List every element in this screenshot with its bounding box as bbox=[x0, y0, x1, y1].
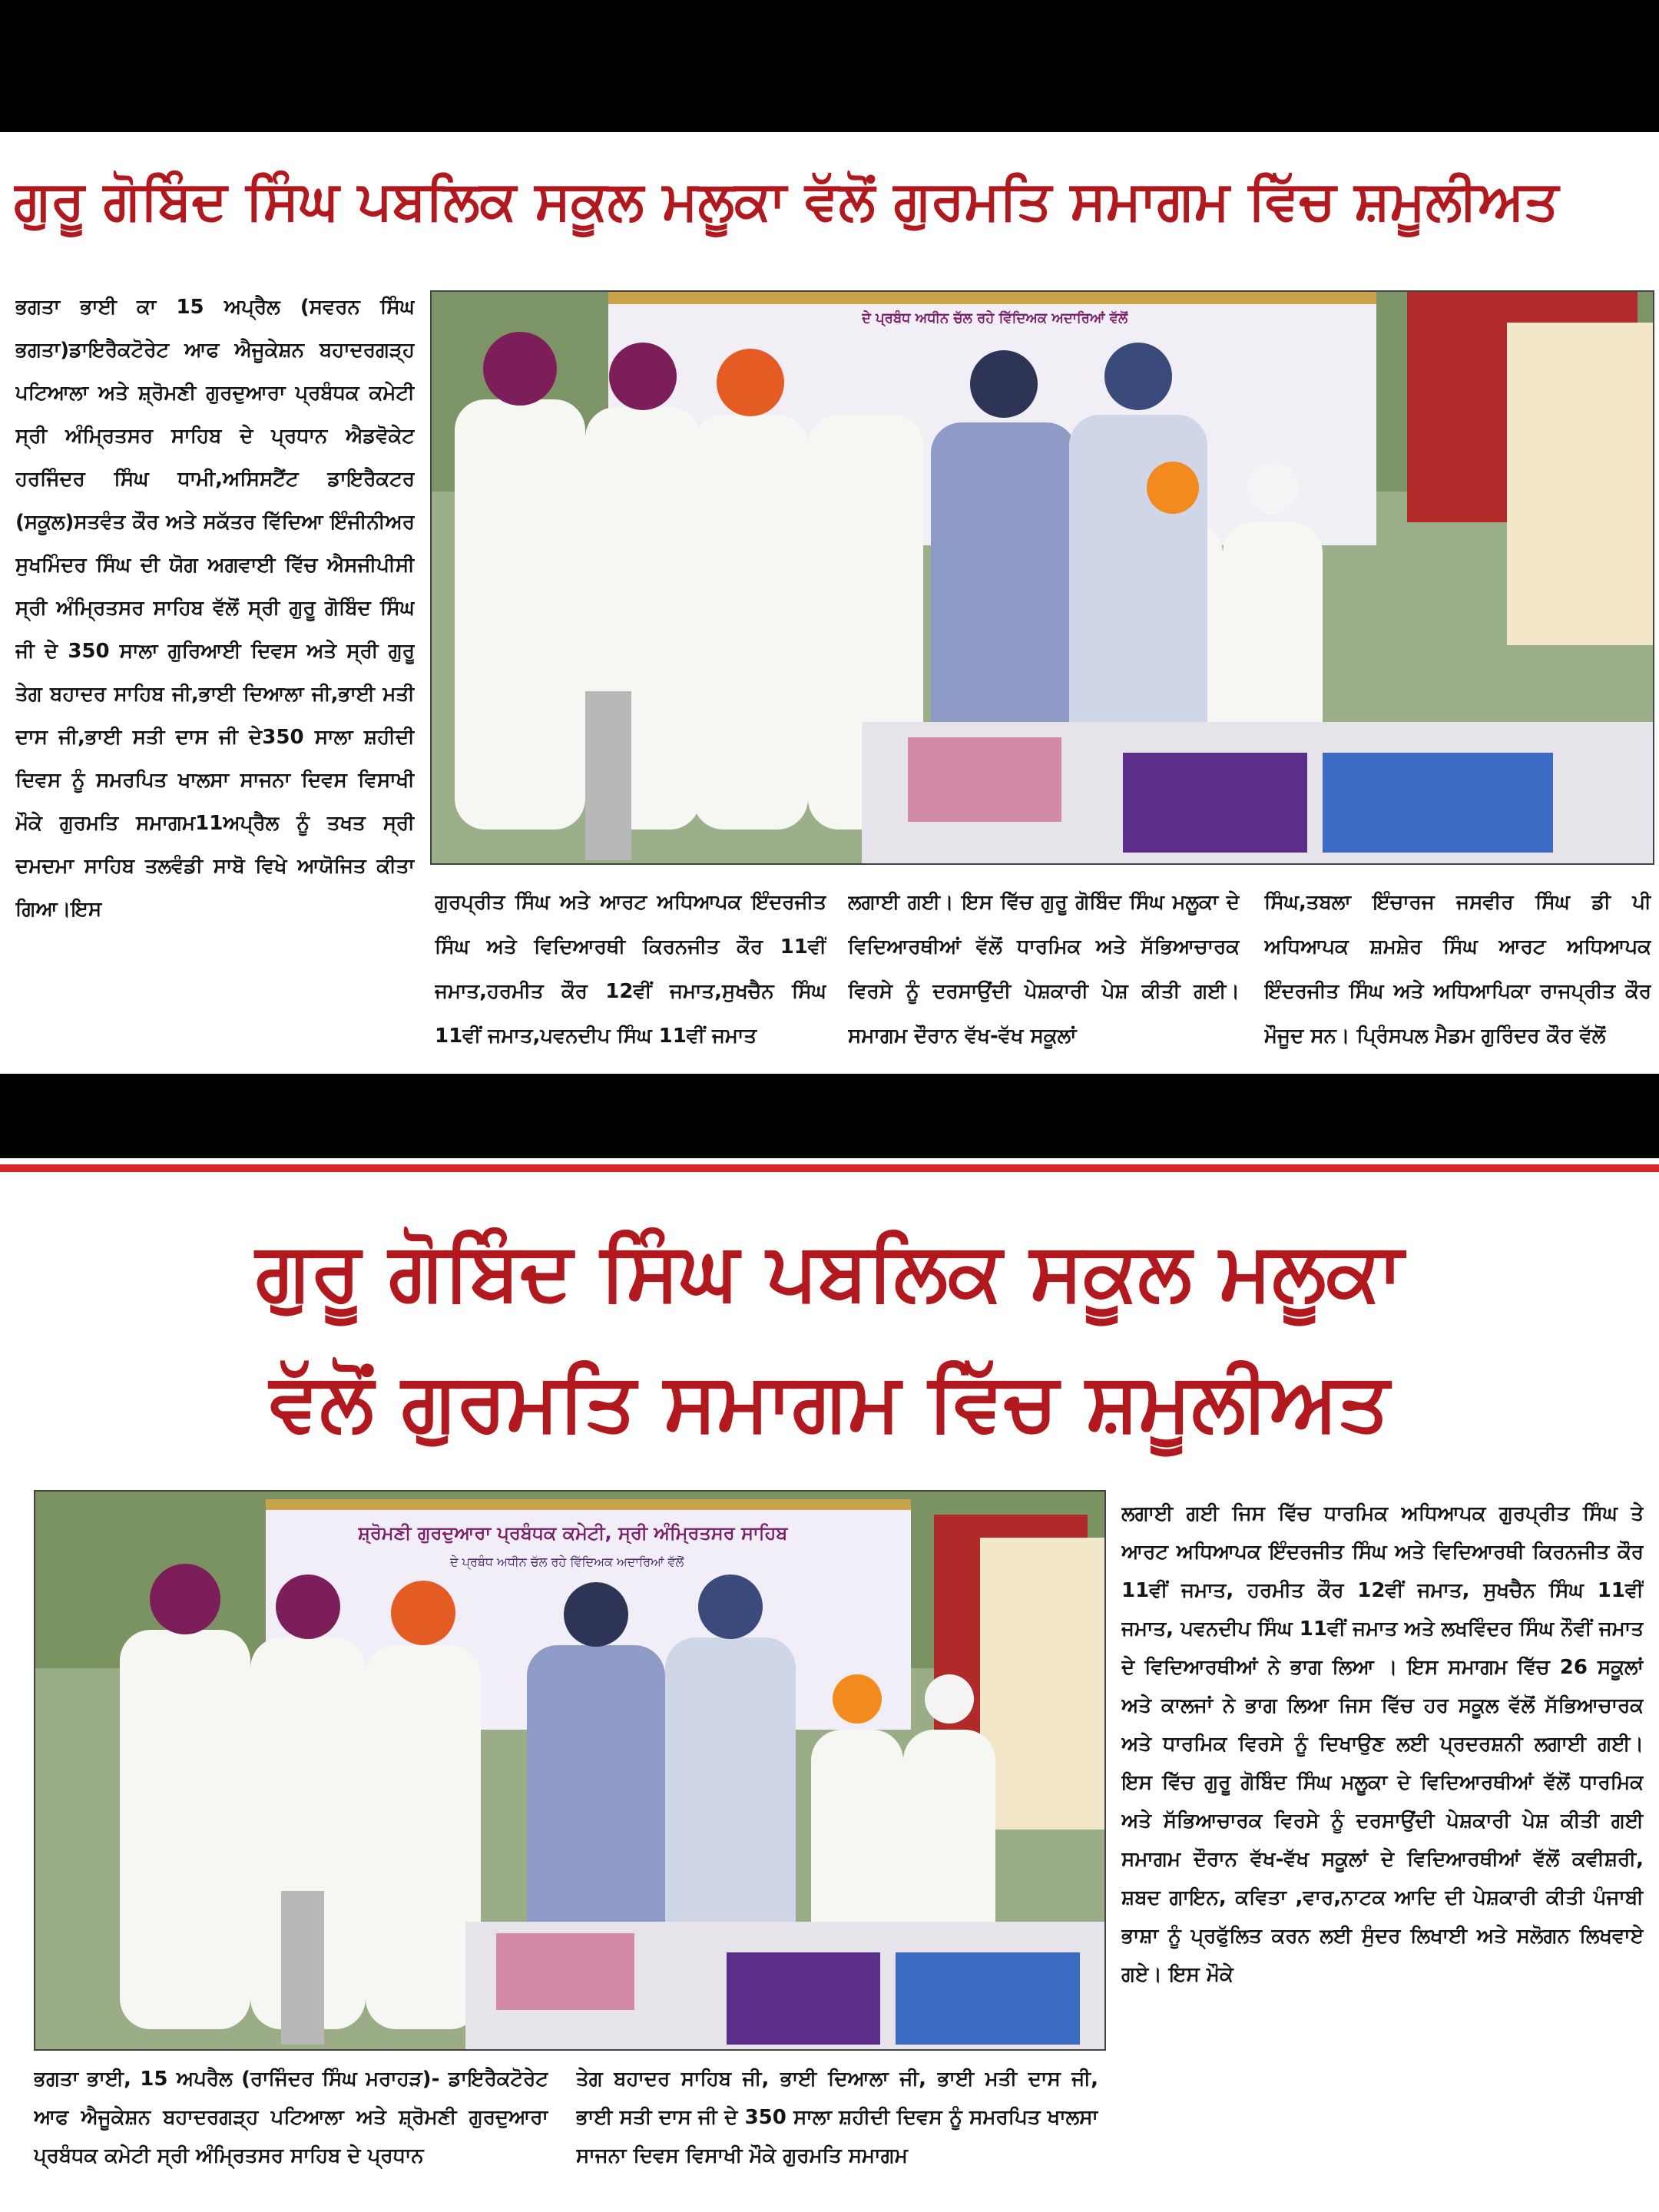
clip1-column-4: ਸਿੰਘ,ਤਬਲਾ ਇੰਚਾਰਜ ਜਸਵੀਰ ਸਿੰਘ ਡੀ ਪੀ ਅਧਿਆਪਕ ਸ਼ਮਸ਼ੇਰ ਸਿੰਘ ਆਰਟ ਅਧਿਆਪਕ ਇੰਦਰਜੀਤ ਸਿੰਘ ਅਤੇ ਅਧਿਆਪਿਕਾ ਰਾਜਪ੍ਰੀਤ ਕੌਰ ਮੌਜੂਦ ਸਨ। ਪ੍ਰਿੰਸਪਲ ਮੈਡਮ ਗੁਰਿੰਦਰ ਕੌਰ ਵੱਲੋਂ bbox=[1264, 891, 1651, 1048]
clip2-column-bottom-mid: ਤੇਗ ਬਹਾਦਰ ਸਾਹਿਬ ਜੀ, ਭਾਈ ਦਿਆਲਾ ਜੀ, ਭਾਈ ਮਤੀ ਦਾਸ ਜੀ, ਭਾਈ ਸਤੀ ਦਾਸ ਜੀ ਦੇ 350 ਸਾਲਾ ਸ਼ਹੀਦੀ ਦਿਵਸ ਨੂੰ ਸਮਰਪਿਤ ਖਾਲਸਾ ਸਾਜਨਾ ਦਿਵਸ ਵਿਸਾਖੀ ਮੌਕੇ ਗੁਰਮਤਿ ਸਮਾਗਮ bbox=[576, 2068, 1098, 2167]
clip2-photo bbox=[34, 1490, 1106, 2051]
clip2-column-bottom-left: ਭਗਤਾ ਭਾਈ, 15 ਅਪਰੈਲ (ਰਾਜਿੰਦਰ ਸਿੰਘ ਮਰਾਹੜ)- ਡਾਇਰੈਕਟੋਰੇਟ ਆਫ ਐਜੂਕੇਸ਼ਨ ਬਹਾਦਰਗੜ੍ਹ ਪਟਿਆਲਾ ਅਤੇ ਸ਼੍ਰੋਮਣੀ ਗੁਰਦੁਆਰਾ ਪ੍ਰਬੰਧਕ ਕਮੇਟੀ ਸ੍ਰੀ ਅੰਮ੍ਰਿਤਸਰ ਸਾਹਿਬ ਦੇ ਪ੍ਰਧਾਨ bbox=[34, 2068, 548, 2167]
clip1-photo-art bbox=[432, 292, 1653, 863]
clip1-photo-banner: ਦੇ ਪ੍ਰਬੰਧ ਅਧੀਨ ਚੱਲ ਰਹੇ ਵਿੱਦਿਅਕ ਅਦਾਰਿਆਂ ਵੱਲੋਂ bbox=[862, 310, 1128, 326]
middle-black-band bbox=[0, 1074, 1659, 1158]
clip1-column-2: ਗੁਰਪ੍ਰੀਤ ਸਿੰਘ ਅਤੇ ਆਰਟ ਅਧਿਆਪਕ ਇੰਦਰਜੀਤ ਸਿੰਘ ਅਤੇ ਵਿਦਿਆਰਥੀ ਕਿਰਨਜੀਤ ਕੌਰ 11ਵੀਂ ਜਮਾਤ,ਹਰਮੀਤ ਕੌਰ 12ਵੀਂ ਜਮਾਤ,ਸੁਖਚੈਨ ਸਿੰਘ 11ਵੀਂ ਜਮਾਤ,ਪਵਨਦੀਪ ਸਿੰਘ 11ਵੀਂ ਜਮਾਤ bbox=[435, 891, 826, 1048]
clip1-column-3: ਲਗਾਈ ਗਈ। ਇਸ ਵਿੱਚ ਗੁਰੂ ਗੋਬਿੰਦ ਸਿੰਘ ਮਲੂਕਾ ਦੇ ਵਿਦਿਆਰਥੀਆਂ ਵੱਲੋਂ ਧਾਰਮਿਕ ਅਤੇ ਸੱਭਿਆਚਾਰਕ ਵਿਰਸੇ ਨੂੰ ਦਰਸਾਉਂਦੀ ਪੇਸ਼ਕਾਰੀ ਪੇਸ਼ ਕੀਤੀ ਗਈ।ਸਮਾਗਮ ਦੌਰਾਨ ਵੱਖ-ਵੱਖ ਸਕੂਲਾਂ bbox=[848, 891, 1240, 1048]
clip2-headline-line1: ਗੁਰੂ ਗੋਬਿੰਦ ਸਿੰਘ ਪਬਲਿਕ ਸਕੂਲ ਮਲੂਕਾ bbox=[255, 1224, 1404, 1318]
clip1-column-left: ਭਗਤਾ ਭਾਈ ਕਾ 15 ਅਪ੍ਰੈਲ (ਸਵਰਨ ਸਿੰਘ ਭਗਤਾ)ਡਾਇਰੈਕਟੋਰੇਟ ਆਫ ਐਜੂਕੇਸ਼ਨ ਬਹਾਦਰਗੜ੍ਹ ਪਟਿਆਲਾ ਅਤੇ ਸ਼੍ਰੋਮਣੀ ਗੁਰਦੁਆਰਾ ਪ੍ਰਬੰਧਕ ਕਮੇਟੀ ਸ੍ਰੀ ਅੰਮ੍ਰਿਤਸਰ ਸਾਹਿਬ ਦੇ ਪ੍ਰਧਾਨ ਐਡਵੋਕੇਟ ਹਰਜਿੰਦਰ ਸਿੰਘ ਧਾਮੀ,ਅਸਿਸਟੈਂਟ ਡਾਇਰੈਕਟਰ (ਸਕੂਲ)ਸਤਵੰਤ ਕੌਰ ਅਤੇ ਸਕੱਤਰ ਵਿੱਦਿਆ ਇੰਜੀਨੀਅਰ ਸੁਖਮਿੰਦਰ ਸਿੰਘ ਦੀ ਯੋਗ ਅਗਵਾਈ ਵਿੱਚ ਐਸਜੀਪੀਸੀ ਸ੍ਰੀ ਅੰਮ੍ਰਿਤਸਰ ਸਾਹਿਬ ਵੱਲੋਂ ਸ੍ਰੀ ਗੁਰੂ ਗੋਬਿੰਦ ਸਿੰਘ ਜੀ ਦੇ 350 ਸਾਲਾ ਗੁਰਿਆਈ ਦਿਵਸ ਅਤੇ ਸ੍ਰੀ ਗੁਰੂ ਤੇਗ ਬਹਾਦਰ ਸਾਹਿਬ ਜੀ,ਭਾਈ ਦਿਆਲਾ ਜੀ,ਭਾਈ ਮਤੀ ਦਾਸ ਜੀ,ਭਾਈ ਸਤੀ ਦਾਸ ਜੀ ਦੇ350 ਸਾਲਾ ਸ਼ਹੀਦੀ ਦਿਵਸ ਨੂੰ ਸਮਰਪਿਤ ਖਾਲਸਾ ਸਾਜਨਾ ਦਿਵਸ ਵਿਸਾਖੀ ਮੌਕੇ ਗੁਰਮਤਿ ਸਮਾਗਮ11ਅਪ੍ਰੈਲ ਨੂੰ ਤਖਤ ਸ੍ਰੀ ਦਮਦਮਾ ਸਾਹਿਬ ਤਲਵੰਡੀ ਸਾਬੋ ਵਿਖੇ ਆਯੋਜਿਤ ਕੀਤਾ ਗਿਆ।ਇਸ bbox=[15, 296, 415, 921]
clip1-photo bbox=[430, 290, 1654, 865]
section-red-rule bbox=[0, 1164, 1659, 1172]
clip2-photo-art bbox=[35, 1492, 1104, 2049]
clip2-headline-line2: ਵੱਲੋਂ ਗੁਰਮਤਿ ਸਮਾਗਮ ਵਿੱਚ ਸ਼ਮੂਲੀਅਤ bbox=[270, 1355, 1389, 1449]
top-black-band bbox=[0, 0, 1659, 132]
clip2-photo-banner-title: ਸ਼੍ਰੋਮਣੀ ਗੁਰਦੁਆਰਾ ਪ੍ਰਬੰਧਕ ਕਮੇਟੀ, ਸ੍ਰੀ ਅੰਮ੍ਰਿਤਸਰ ਸਾਹਿਬ bbox=[358, 1522, 788, 1544]
clip1-headline: ਗੁਰੂ ਗੋਬਿੰਦ ਸਿੰਘ ਪਬਲਿਕ ਸਕੂਲ ਮਲੂਕਾ ਵੱਲੋਂ ਗੁਰਮਤਿ ਸਮਾਗਮ ਵਿੱਚ ਸ਼ਮੂਲੀਅਤ bbox=[14, 169, 1559, 232]
clip2-photo-banner-sub: ਦੇ ਪ੍ਰਬੰਧ ਅਧੀਨ ਚੱਲ ਰਹੇ ਵਿੱਦਿਅਕ ਅਦਾਰਿਆਂ ਵੱਲੋਂ bbox=[450, 1555, 684, 1569]
clip2-column-right: ਲਗਾਈ ਗਈ ਜਿਸ ਵਿੱਚ ਧਾਰਮਿਕ ਅਧਿਆਪਕ ਗੁਰਪ੍ਰੀਤ ਸਿੰਘ ਤੇ ਆਰਟ ਅਧਿਆਪਕ ਇੰਦਰਜੀਤ ਸਿੰਘ ਅਤੇ ਵਿਦਿਆਰਥੀ ਕਿਰਨਜੀਤ ਕੌਰ 11ਵੀਂ ਜਮਾਤ, ਹਰਮੀਤ ਕੌਰ 12ਵੀਂ ਜਮਾਤ, ਸੁਖਚੈਨ ਸਿੰਘ 11ਵੀਂ ਜਮਾਤ, ਪਵਨਦੀਪ ਸਿੰਘ 11ਵੀਂ ਜਮਾਤ ਅਤੇ ਲਖਵਿੰਦਰ ਸਿੰਘ ਨੌਵੀਂ ਜਮਾਤ ਦੇ ਵਿਦਿਆਰਥੀਆਂ ਨੇ ਭਾਗ ਲਿਆ । ਇਸ ਸਮਾਗਮ ਵਿੱਚ 26 ਸਕੂਲਾਂ ਅਤੇ ਕਾਲਜਾਂ ਨੇ ਭਾਗ ਲਿਆ ਜਿਸ ਵਿੱਚ ਹਰ ਸਕੂਲ ਵੱਲੋਂ ਸੱਭਿਆਚਾਰਕ ਅਤੇ ਧਾਰਮਿਕ ਵਿਰਸੇ ਨੂੰ ਦਿਖਾਉਣ ਲਈ ਪ੍ਰਦਰਸ਼ਨੀ ਲਗਾਈ ਗਈ। ਇਸ ਵਿੱਚ ਗੁਰੂ ਗੋਬਿੰਦ ਸਿੰਘ ਮਲੂਕਾ ਦੇ ਵਿਦਿਆਰਥੀਆਂ ਵੱਲੋਂ ਧਾਰਮਿਕ ਅਤੇ ਸੱਭਿਆਚਾਰਕ ਵਿਰਸੇ ਨੂੰ ਦਰਸਾਉਂਦੀ ਪੇਸ਼ਕਾਰੀ ਪੇਸ਼ ਕੀਤੀ ਗਈ ਸਮਾਗਮ ਦੌਰਾਨ ਵੱਖ-ਵੱਖ ਸਕੂਲਾਂ ਦੇ ਵਿਦਿਆਰਥੀਆਂ ਵੱਲੋਂ ਕਵੀਸ਼ਰੀ, ਸ਼ਬਦ ਗਾਇਨ, ਕਵਿਤਾ ,ਵਾਰ,ਨਾਟਕ ਆਦਿ ਦੀ ਪੇਸ਼ਕਾਰੀ ਕੀਤੀ ਪੰਜਾਬੀ ਭਾਸ਼ਾ ਨੂੰ ਪ੍ਰਫੁੱਲਿਤ ਕਰਨ ਲਈ ਸੁੰਦਰ ਲਿਖਾਈ ਅਤੇ ਸਲੋਗਨ ਲਿਖਵਾਏ ਗਏ। ਇਸ ਮੌਕੇ bbox=[1121, 1502, 1644, 1986]
